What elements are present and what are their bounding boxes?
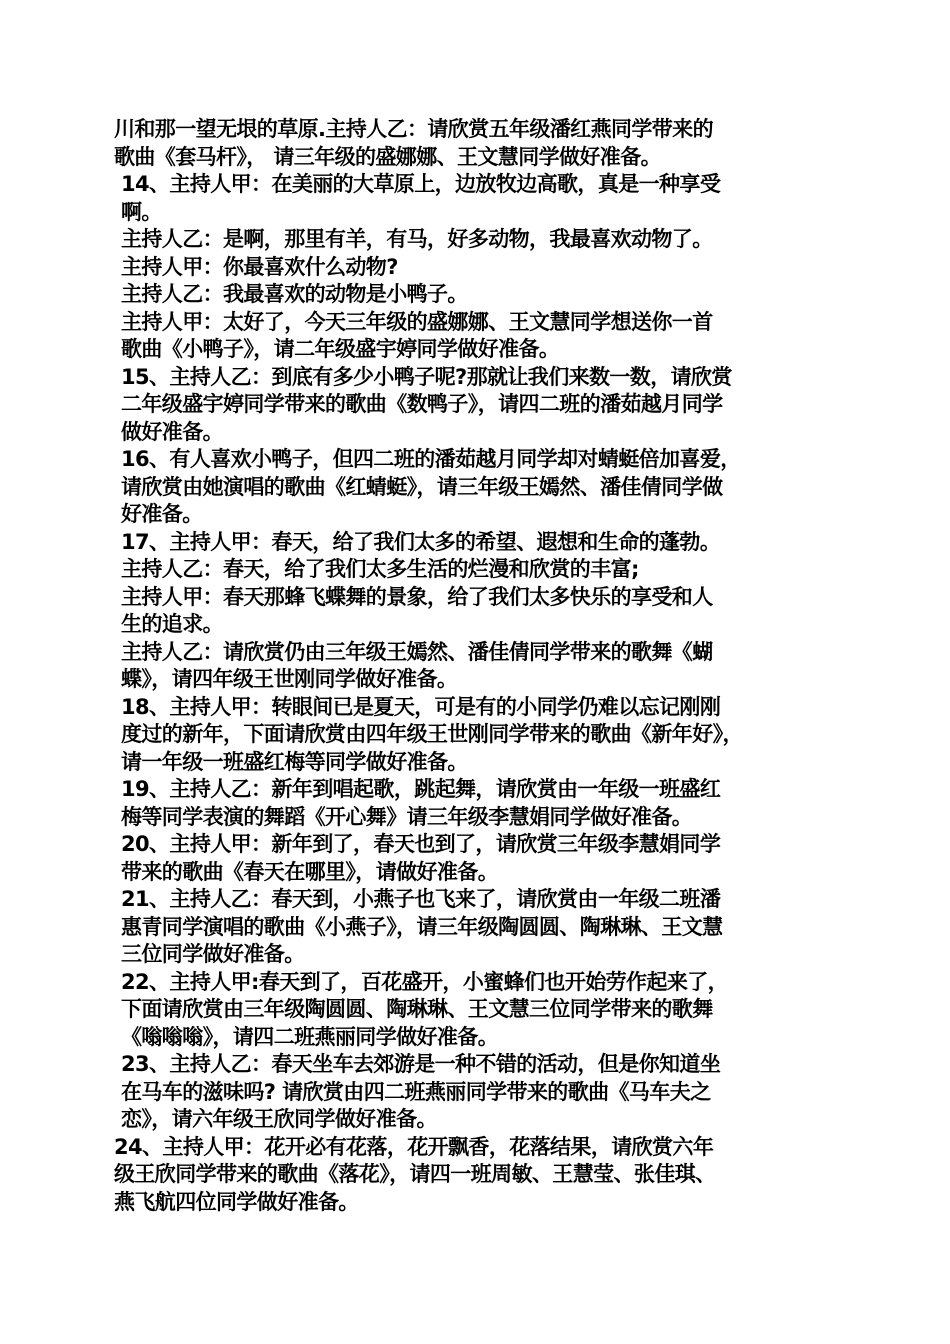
paragraph [114, 639, 854, 694]
paragraph [114, 969, 854, 1052]
text-line: 做好准备。 [121, 419, 223, 444]
text-line: 度过的新年，下面请欣赏由四年级王世刚同学带来的歌曲《新年好》， [121, 722, 743, 746]
text-line: 16、有人喜欢小鸭子，但四二班的潘茹越月同学却对蜻蜓倍加喜爱， [121, 447, 741, 471]
text-line: 20、主持人甲：新年到了，春天也到了，请欣赏三年级李慧娟同学 [121, 832, 721, 856]
paragraph [114, 254, 854, 282]
paragraph [114, 364, 854, 447]
text-line: 主持人甲：你最喜欢什么动物? [121, 254, 398, 279]
text-line: 23、主持人乙：春天坐车去郊游是一种不错的活动，但是你知道坐 [121, 1052, 721, 1076]
text-line: 22、主持人甲:春天到了，百花盛开，小蜜蜂们也开始劳作起来了， [121, 969, 729, 994]
paragraph [114, 1051, 854, 1134]
text-line: 17、主持人甲：春天，给了我们太多的希望、遐想和生命的蓬勃。 [121, 529, 721, 554]
text-line: 14、主持人甲：在美丽的大草原上，边放牧边高歌，真是一种享受 [121, 172, 721, 196]
paragraph [114, 171, 854, 226]
paragraph [114, 886, 854, 969]
paragraph [114, 116, 854, 171]
paragraph [114, 309, 854, 364]
paragraph [114, 281, 854, 309]
text-line: 主持人乙：请欣赏仍由三年级王嫣然、潘佳倩同学带来的歌舞《蝴 [121, 639, 713, 664]
text-line: 蝶》，请四年级王世刚同学做好准备。 [121, 667, 458, 691]
text-line: 主持人甲：春天那蜂飞蝶舞的景象，给了我们太多快乐的享受和人 [121, 584, 713, 609]
text-line: 主持人甲：太好了，今天三年级的盛娜娜、王文慧同学想送你一首 [121, 309, 713, 334]
text-line: 请欣赏由她演唱的歌曲《红蜻蜓》，请三年级王嫣然、潘佳倩同学做 [121, 474, 723, 499]
text-line: 歌曲《套马杆》， 请三年级的盛娜娜、王文慧同学做好准备。 [114, 144, 662, 169]
paragraph [114, 584, 854, 639]
text-line: 生的追求。 [121, 612, 223, 636]
text-line: 主持人乙：是啊，那里有羊，有马，好多动物，我最喜欢动物了。 [121, 227, 713, 251]
text-line: 24、主持人甲：花开必有花落，花开飘香，花落结果，请欣赏六年 [114, 1134, 714, 1159]
text-line: 18、主持人甲：转眼间已是夏天，可是有的小同学仍难以忘记刚刚 [121, 694, 721, 719]
paragraph [114, 529, 854, 557]
text-line: 燕飞航四位同学做好准备。 [114, 1189, 359, 1214]
text-line: 二年级盛宇婷同学带来的歌曲《数鸭子》，请四二班的潘茹越月同学 [121, 392, 723, 416]
text-line: 歌曲《小鸭子》，请二年级盛宇婷同学做好准备。 [121, 337, 560, 361]
paragraph [114, 226, 854, 254]
document-body [114, 116, 854, 1216]
text-line: 川和那一望无垠的草原.主持人乙：请欣赏五年级潘红燕同学带来的 [114, 117, 713, 141]
text-line: 19、主持人乙：新年到唱起歌，跳起舞，请欣赏由一年级一班盛红 [121, 777, 721, 801]
paragraph [114, 776, 854, 831]
text-line: 主持人乙：春天，给了我们太多生活的烂漫和欣赏的丰富; [121, 557, 639, 581]
text-line: 15、主持人乙：到底有多少小鸭子呢?那就让我们来数一数，请欣赏 [121, 364, 732, 389]
text-line: 在马车的滋味吗? 请欣赏由四二班燕丽同学带来的歌曲《马车夫之 [121, 1079, 711, 1104]
paragraph [114, 694, 854, 777]
text-line: 主持人乙：我最喜欢的动物是小鸭子。 [121, 282, 468, 306]
paragraph [114, 1134, 854, 1217]
text-line: 级王欣同学带来的歌曲《落花》，请四一班周敏、王慧莹、张佳琪、 [114, 1162, 716, 1186]
text-line: 恋》，请六年级王欣同学做好准备。 [121, 1107, 437, 1131]
text-line: 带来的歌曲《春天在哪里》，请做好准备。 [121, 859, 499, 884]
paragraph [114, 446, 854, 529]
text-line: 请一年级一班盛红梅等同学做好准备。 [121, 749, 468, 774]
paragraph [114, 831, 854, 886]
text-line: 梅等同学表演的舞蹈《开心舞》请三年级李慧娟同学做好准备。 [121, 804, 693, 829]
paragraph [114, 556, 854, 584]
text-line: 《嗡嗡嗡》，请四二班燕丽同学做好准备。 [121, 1024, 499, 1049]
text-line: 啊。 [121, 199, 162, 224]
text-line: 下面请欣赏由三年级陶圆圆、陶琳琳、王文慧三位同学带来的歌舞 [121, 997, 713, 1021]
text-line: 好准备。 [121, 502, 203, 526]
text-line: 三位同学做好准备。 [121, 942, 305, 966]
text-line: 惠青同学演唱的歌曲《小燕子》，请三年级陶圆圆、陶琳琳、王文慧 [121, 914, 723, 939]
text-line: 21、主持人乙：春天到，小燕子也飞来了，请欣赏由一年级二班潘 [121, 887, 721, 911]
